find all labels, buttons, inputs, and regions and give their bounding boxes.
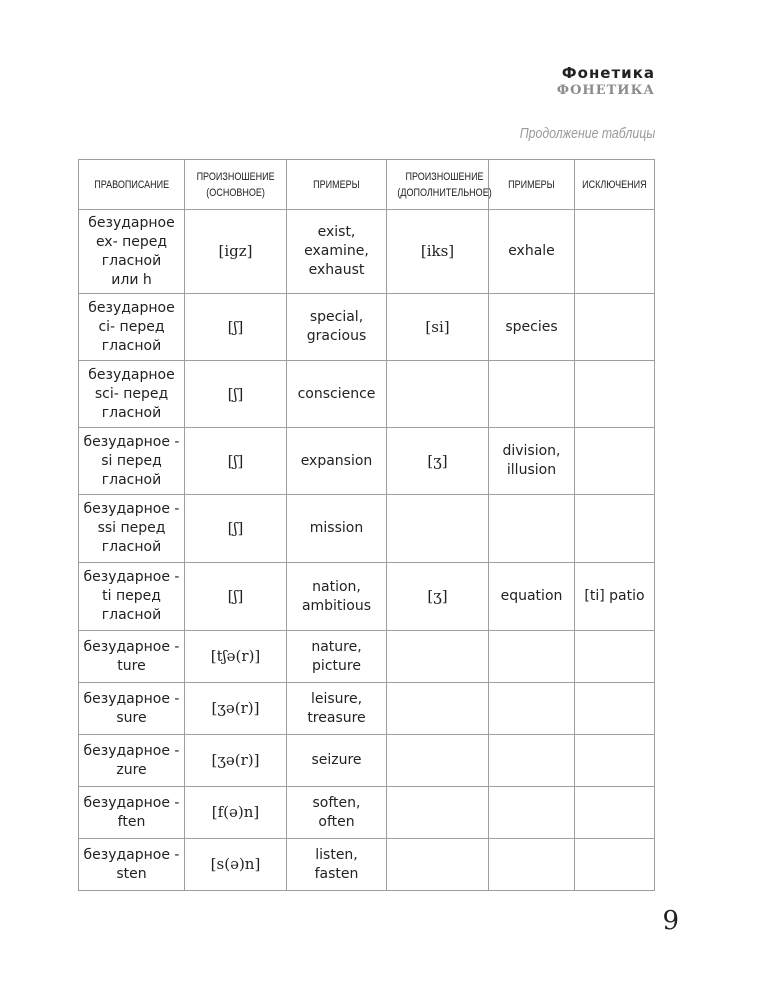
cell-spelling: безударное sci- перед гласной: [79, 361, 185, 428]
cell-examples: leisure, treasure: [287, 683, 387, 735]
cell-examples: conscience: [287, 361, 387, 428]
cell-extra-pronunciation: [ʒ]: [387, 428, 489, 495]
cell-spelling: безударное - sten: [79, 839, 185, 891]
cell-extra-pronunciation: [387, 495, 489, 563]
cell-exceptions: [575, 735, 655, 787]
table-row: [79, 839, 655, 891]
cell-exceptions: [575, 787, 655, 839]
table-body: [79, 210, 655, 891]
cell-main-pronunciation: [s(ə)n]: [185, 839, 287, 891]
table-row: [79, 428, 655, 495]
cell-spelling: безударное - ften: [79, 787, 185, 839]
cell-extra-pronunciation: [387, 787, 489, 839]
cell-main-pronunciation: [ʒə(r)]: [185, 683, 287, 735]
column-header-spelling: ПРАВОПИСАНИЕ: [79, 160, 185, 210]
cell-extra-examples: [489, 839, 575, 891]
cell-examples: exist, examine, exhaust: [287, 210, 387, 294]
table-row: [79, 683, 655, 735]
cell-exceptions: [575, 839, 655, 891]
cell-extra-examples: [489, 787, 575, 839]
cell-spelling: безударное - si перед гласной: [79, 428, 185, 495]
cell-exceptions: [575, 294, 655, 361]
cell-exceptions: [575, 361, 655, 428]
table-row: [79, 361, 655, 428]
cell-extra-examples: [489, 683, 575, 735]
table-header-row: [79, 160, 655, 210]
cell-spelling: безударное - ssi перед гласной: [79, 495, 185, 563]
cell-spelling: безударное - ti перед гласной: [79, 563, 185, 631]
section-subtitle: ФОНЕТИКА: [556, 83, 655, 98]
column-header-extra-examples: ПРИМЕРЫ: [489, 160, 575, 210]
phonetics-table: [78, 159, 655, 891]
cell-extra-examples: exhale: [489, 210, 575, 294]
cell-extra-pronunciation: [387, 631, 489, 683]
cell-extra-pronunciation: [387, 683, 489, 735]
cell-extra-examples: [489, 735, 575, 787]
cell-extra-pronunciation: [387, 839, 489, 891]
table-row: [79, 563, 655, 631]
cell-exceptions: [575, 428, 655, 495]
cell-examples: special, gracious: [287, 294, 387, 361]
table-row: [79, 210, 655, 294]
cell-spelling: безударное - sure: [79, 683, 185, 735]
cell-exceptions: [575, 683, 655, 735]
cell-extra-pronunciation: [387, 361, 489, 428]
table-row: [79, 495, 655, 563]
section-title: Фонетика: [561, 64, 655, 82]
column-header-extra-pronunciation: ПРОИЗНОШЕНИЕ (ДОПОЛНИТЕЛЬНОЕ): [387, 160, 489, 210]
running-head: [557, 64, 655, 98]
cell-examples: nature, picture: [287, 631, 387, 683]
cell-extra-pronunciation: [iks]: [387, 210, 489, 294]
cell-main-pronunciation: [f(ə)n]: [185, 787, 287, 839]
table-row: [79, 294, 655, 361]
cell-examples: expansion: [287, 428, 387, 495]
table-row: [79, 787, 655, 839]
cell-exceptions: [ti] patio: [575, 563, 655, 631]
cell-extra-examples: [489, 361, 575, 428]
page-number: 9: [662, 906, 679, 936]
cell-main-pronunciation: [ʒə(r)]: [185, 735, 287, 787]
cell-examples: seizure: [287, 735, 387, 787]
cell-spelling: безударное - zure: [79, 735, 185, 787]
cell-extra-pronunciation: [ʒ]: [387, 563, 489, 631]
cell-exceptions: [575, 495, 655, 563]
cell-exceptions: [575, 631, 655, 683]
column-header-examples: ПРИМЕРЫ: [287, 160, 387, 210]
cell-extra-examples: [489, 495, 575, 563]
cell-spelling: безударное ex- перед гласной или h: [79, 210, 185, 294]
cell-extra-examples: species: [489, 294, 575, 361]
cell-examples: listen, fasten: [287, 839, 387, 891]
table-row: [79, 735, 655, 787]
cell-spelling: безударное - ture: [79, 631, 185, 683]
cell-extra-pronunciation: [si]: [387, 294, 489, 361]
cell-exceptions: [575, 210, 655, 294]
cell-main-pronunciation: [tʃə(r)]: [185, 631, 287, 683]
cell-main-pronunciation: [ʃ]: [185, 294, 287, 361]
cell-extra-examples: [489, 631, 575, 683]
cell-examples: soften, often: [287, 787, 387, 839]
cell-main-pronunciation: [ʃ]: [185, 361, 287, 428]
column-header-main-pronunciation: ПРОИЗНОШЕНИЕ (ОСНОВНОЕ): [185, 160, 287, 210]
table-row: [79, 631, 655, 683]
cell-extra-examples: equation: [489, 563, 575, 631]
column-header-exceptions: ИСКЛЮЧЕНИЯ: [575, 160, 655, 210]
cell-spelling: безударное ci- перед гласной: [79, 294, 185, 361]
cell-main-pronunciation: [ʃ]: [185, 428, 287, 495]
cell-examples: nation, ambitious: [287, 563, 387, 631]
cell-extra-examples: division, illusion: [489, 428, 575, 495]
cell-main-pronunciation: [ʃ]: [185, 563, 287, 631]
cell-extra-pronunciation: [387, 735, 489, 787]
cell-main-pronunciation: [ʃ]: [185, 495, 287, 563]
cell-main-pronunciation: [igz]: [185, 210, 287, 294]
table-continued-label: Продолжение таблицы: [519, 125, 655, 142]
cell-examples: mission: [287, 495, 387, 563]
